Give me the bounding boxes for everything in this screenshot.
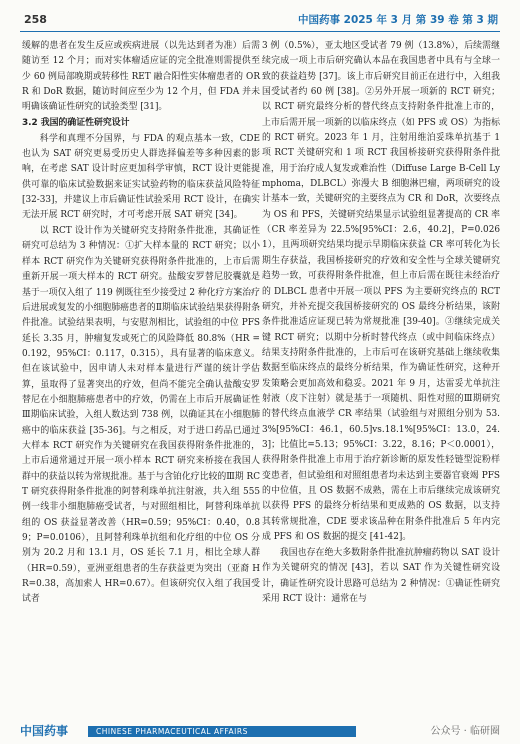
body-paragraph: 以 RCT 设计作为关键研究支持附条件批准，其确证性研究可总结为 3 种情况：①扩大样本量的 RCT 研究；以小样本 RCT 研究作为关键研究获得附条件批准的，上市后需重新开展一项大样本的 RCT 研究。盐酸安罗替尼胶囊就是基于一项仅入组了 119 例既往至少接受过 2 种化疗方案治疗后进展或复发的小细胞肺癌患者的Ⅱ期临床试验结果获得附条件批准。试验结果表明，与安慰剂相比，试验组的中位 PFS 延长 3.35 月，肿瘤复发或死亡的风险降低 80.8%（HR = 0.192，95%CI：0.117，0.315），具有显著的临床意义。但在该试验中，因申请人未对样本量进行严谨的统计学估算，虽取得了显著突出的疗效，但尚不能完全确认盐酸安罗替尼在小细胞肺癌患者中的疗效，仍需在上市后开展确证性Ⅲ期临床试验，入组人数达到 738 例，以确证其在小细胞肺癌中的临床获益 [35-36]。与之相反，对于进口药品已通过大样本 RCT 研究作为关键研究在我国获得附条件批准的，上市后通常通过开展一项小样本 RCT 研究来桥接在我国人群中的获益以转为常规批准。基于与含铂化疗比较的Ⅲ期 RCT 研究获得附条件批准的阿替利珠单抗注射液，共入组 555 例一线非小细胞肺癌受试者，与对照组相比，阿替利珠单抗组的 OS 获益显著改善（HR=0.59；95%CI：0.40，0.89；P=0.0106），且阿替利珠单抗组和化疗组的中位 OS 分别为 20.2 月和 13.1 月，OS 延长 7.1 月，相比全球人群（HR=0.59），亚洲亚组患者的生存获益更为突出（亚裔 HR=0.38，高加索人 HR=0.67）。但该研究仅入组了我国受试者 xyxy=(22,226,260,605)
section-heading: 3.2 我国的确证性研究设计 xyxy=(22,118,130,129)
left-column xyxy=(22,39,260,608)
body-paragraph: 缓解的患者在发生反应或疾病进展（以先达到者为准）后需随访至 12 个月；而对实体瘤适应证的完全批准则需提供至少 60 例局部晚期或转移性 RET 融合阳性实体瘤患者的 ORR 和 DoR 数据，随访时间应至少为 12 个月，但 FDA 并未明确该确证性研究的试验类型 [31]。 xyxy=(22,41,260,113)
body-paragraph: 3 例（0.5%），亚太地区受试者 79 例（13.8%），后续需继续完成一项上市后研究确认本品在我国患者中具有与全球一致的获益趋势 [37]。该上市后研究目前正在进行中，入组我国受试者约 60 例 [38]。②另外开展一项新的 RCT 研究；以 RCT 研究最终分析的替代终点支持附条件批准上市的，上市后需开展一项新的以临床终点（如 PFS 或 OS）为指标的 RCT 研究。2023 年 1 月，注射用维泊妥珠单抗基于 1 项 RCT 关键研究和 1 项 RCT 我国桥接研究获得附条件批准，用于治疗成人复发或难治性（Diffuse Large B-Cell Lymphoma，DLBCL）弥漫大 B 细胞淋巴瘤，两项研究的设计基本一致，关键研究的主要终点为 CR 和 DoR，次要终点为 OS 和 PFS，关键研究结果显示试验组显著提高的 CR 率（CR 率差异为 22.5%[95%CI：2.6，40.2]，P=0.0261），且两项研究结果均提示早期临床获益 CR 率可转化为长期生存获益，我国桥接研究的疗效和安全性与全球关键研究趋势一致，可获得附条件批准，但上市后需在既往未经治疗的 DLBCL 患者中开展一项以 PFS 为主要研究终点的 RCT 研究，并补充提交我国桥接研究的 OS 最终分析结果，该附条件批准适应证现已转为常规批准 [39-40]。③继续完成关键 RCT 研究；以期中分析时替代终点（或中间临床终点）结果支持附条件批准的，上市后可在该研究基础上继续收集数据至临床终点的最终分析结果，作为确证性研究，这种开发策略会更加高效和稳妥。2021 年 9 月，达雷妥尤单抗注射液（皮下注射）就是基于一项随机、阳性对照的Ⅲ期研究的替代终点血液学 CR 率结果（试验组与对照组分别为 53.3%[95%CI：46.1，60.5]vs.18.1%[95%CI：13.0，24.3]；比值比=5.13；95%CI：3.22，8.16；P＜0.0001），获得附条件批准上市用于治疗新诊断的原发性轻链型淀粉样变患者，但试验组和对照组患者均未达到主要器官衰竭 PFS 的中位值，且 OS 数据不成熟，需在上市后继续完成该研究以获得 PFS 的最终分析结果和更成熟的 OS 数据，以支持其转常规批准，CDE 要求该品种在附条件批准后 5 年内完成 PFS 和 OS 数据的提交 [41-42]。 xyxy=(262,41,500,542)
body-paragraph: 我国也存在绝大多数附条件批准抗肿瘤药物以 SAT 设计作为关键研究的情况 [43]，若以 SAT 作为关键性研究设计，确证性研究设计思路可总结为 2 种情况：①确证性研究采用 RCT 设计：通常在与 xyxy=(262,547,500,604)
header-divider xyxy=(20,31,500,32)
watermark: 公众号 · 临研圈 xyxy=(430,726,500,737)
right-column xyxy=(262,39,500,608)
page-header xyxy=(0,0,520,30)
journal-info: 中国药事 2025 年 3 月 第 39 卷 第 3 期 xyxy=(297,14,498,26)
journal-logo: 中国药事 xyxy=(20,724,69,738)
page-number: 258 xyxy=(24,13,47,26)
journal-english-name: CHINESE PHARMACEUTICAL AFFAIRS xyxy=(88,726,356,737)
page-footer xyxy=(0,720,520,744)
body-paragraph: 科学和真理不分国界，与 FDA 的观点基本一致，CDE 也认为 SAT 研究更易受历史人群选择偏差等多种因素的影响，在考虑 SAT 设计时应更加科学审慎，RCT 设计更能提供可靠的临床试验数据来证实试验药物的临床获益风险特征 [32-33]，并建议上市后确证性试验采用 RCT 设计，在确实无法开展 RCT 研究时，才可考虑开展 SAT 研究 [34]。 xyxy=(22,133,260,221)
